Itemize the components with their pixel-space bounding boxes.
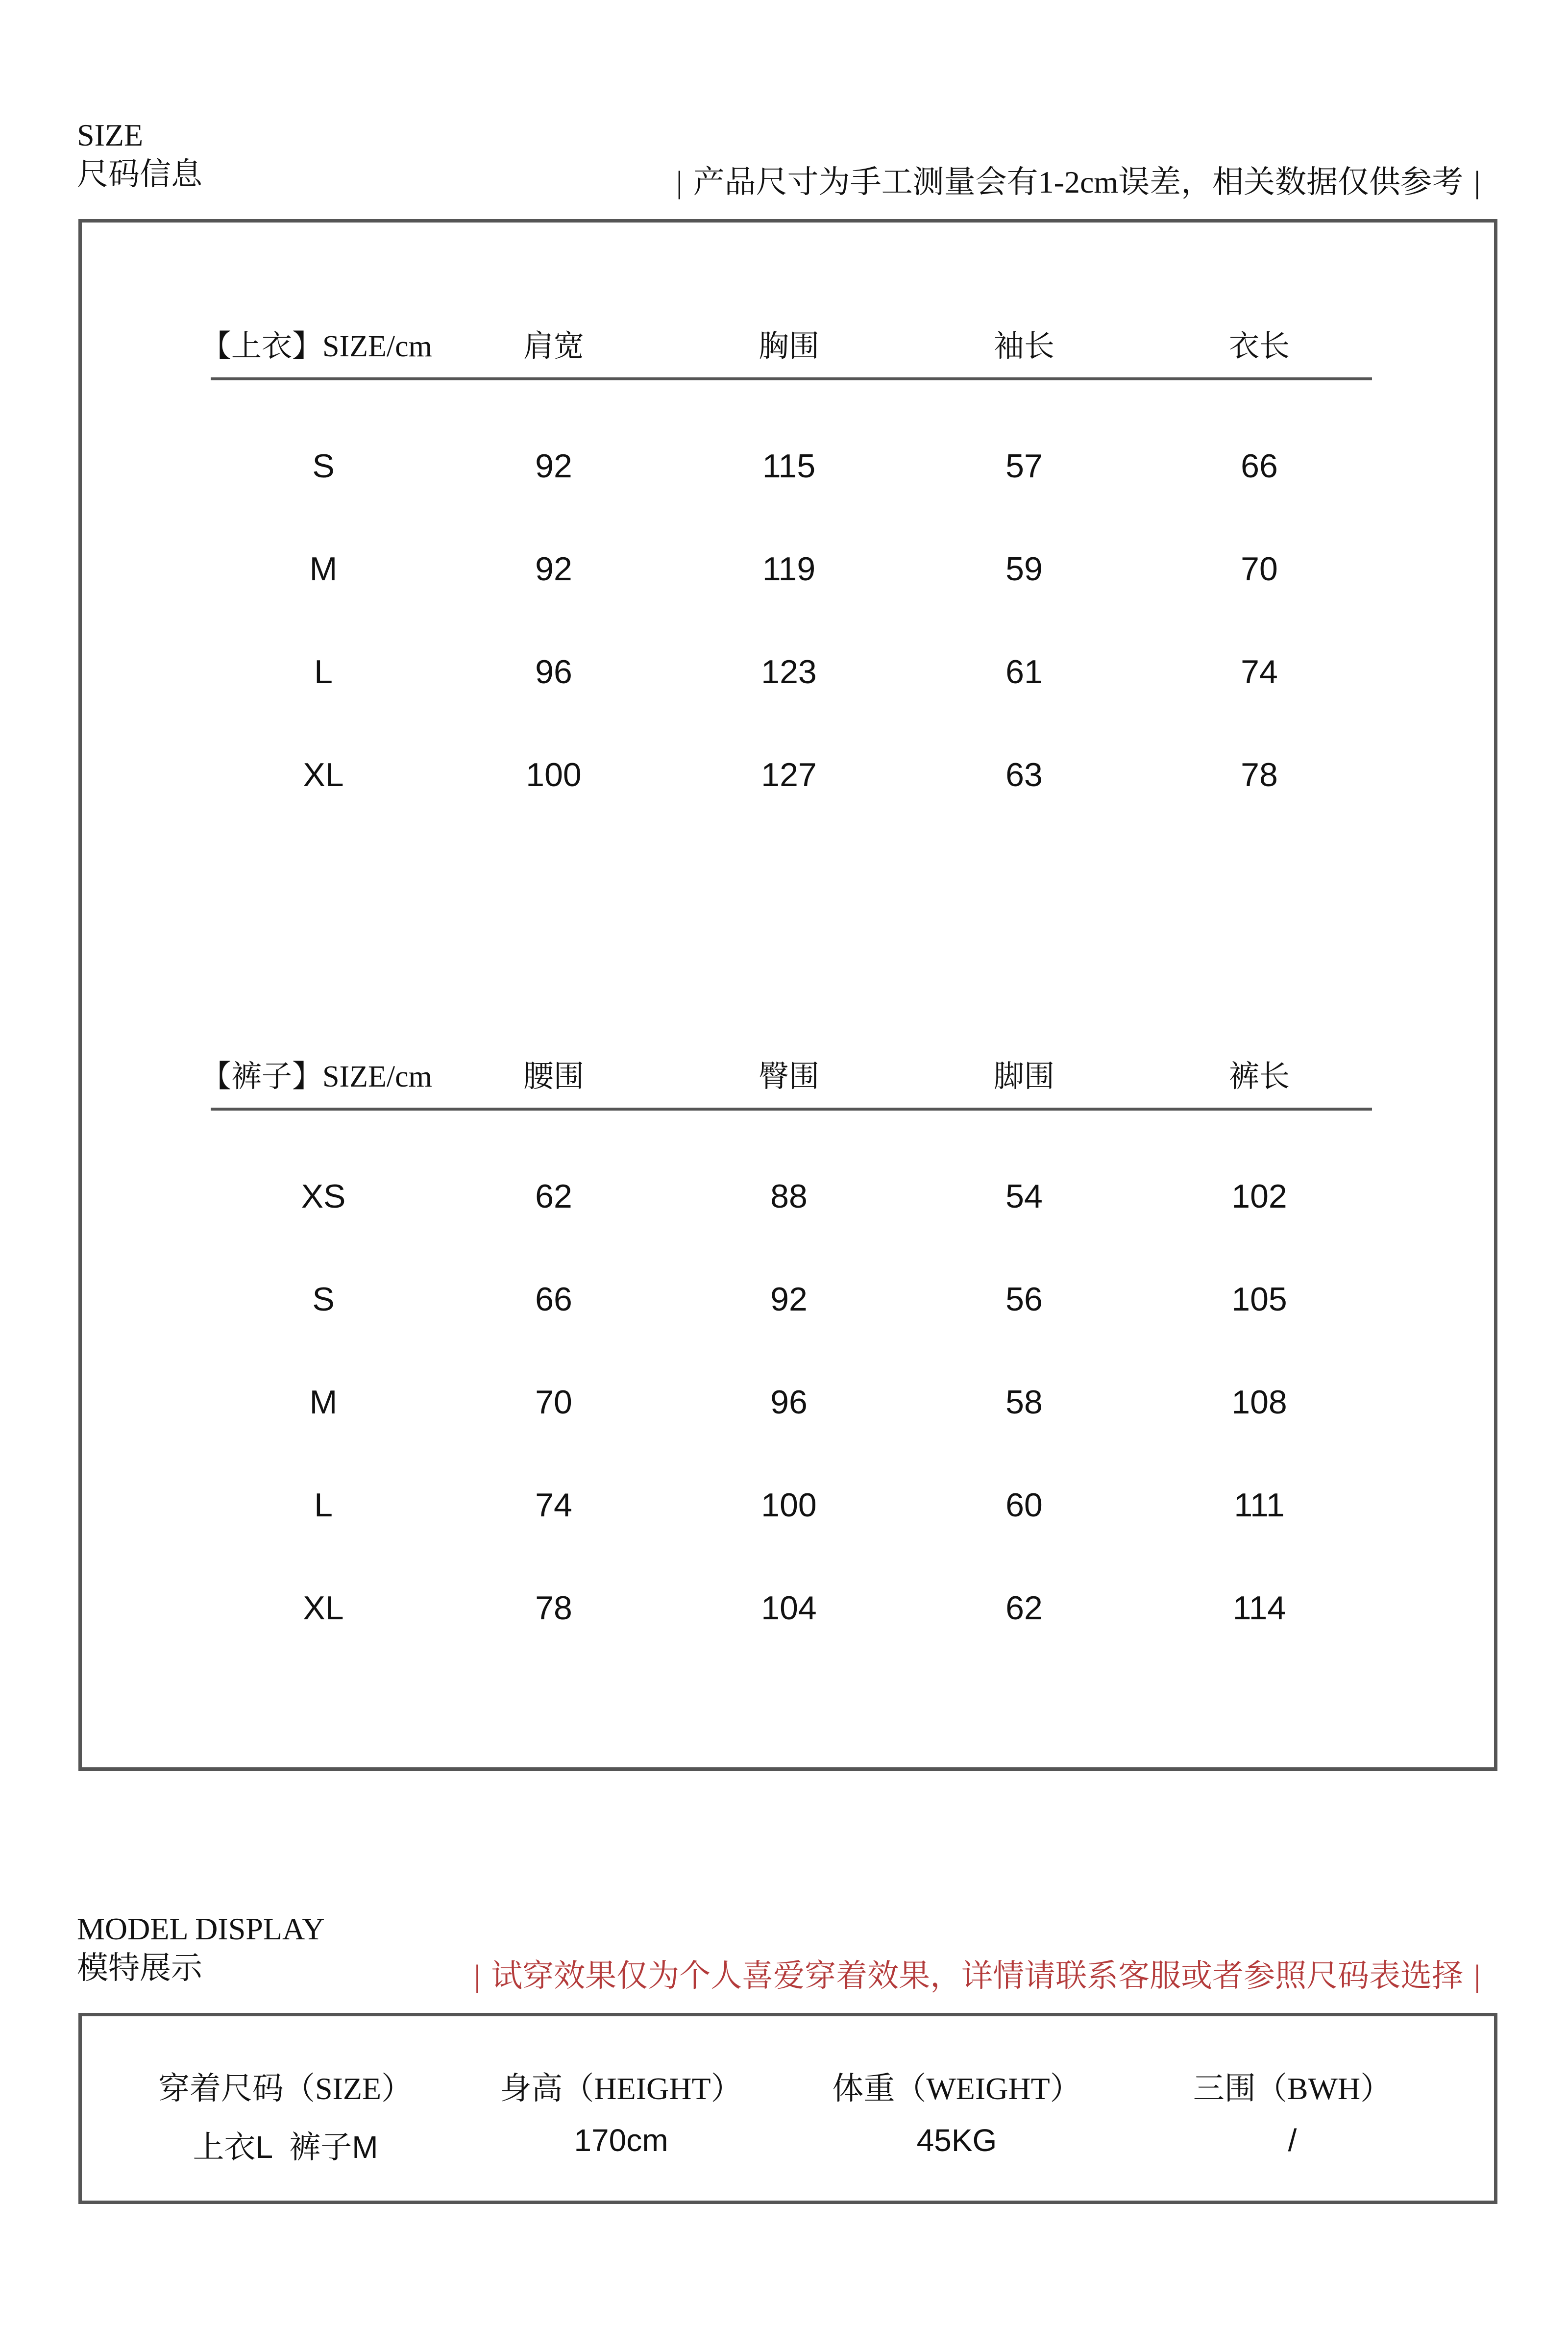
model-info-frame	[78, 2013, 1497, 2204]
model-title-en: MODEL DISPLAY	[77, 1911, 325, 1946]
size-cell: S	[312, 447, 335, 485]
column-header: 衣长	[1228, 329, 1290, 363]
value-cell: 63	[1005, 756, 1043, 793]
value-cell: 56	[1005, 1281, 1043, 1318]
value-cell: 111	[1234, 1486, 1285, 1524]
size-cell: XL	[303, 1589, 344, 1627]
value-cell: 102	[1231, 1178, 1287, 1215]
value-cell: 57	[1005, 447, 1043, 485]
model-label-bwh: 三围（BWH）	[1193, 2071, 1392, 2106]
note-bar-left: |	[474, 1958, 481, 1993]
column-header: 肩宽	[523, 329, 584, 363]
table-row	[132, 1557, 1377, 1659]
value-cell: 96	[770, 1384, 808, 1421]
value-cell: 92	[770, 1281, 808, 1318]
size-note-text: 产品尺寸为手工测量会有1-2cm误差，相关数据仅供参考	[693, 165, 1464, 199]
value-cell: 78	[535, 1589, 572, 1627]
table-row	[132, 1248, 1377, 1351]
table-label: 【裤子】SIZE/cm	[201, 1060, 432, 1093]
table-label: 【上衣】SIZE/cm	[201, 329, 432, 363]
value-cell: 96	[535, 653, 572, 691]
value-cell: 58	[1005, 1384, 1043, 1421]
column-header: 袖长	[993, 329, 1054, 363]
model-label-size: 穿着尺码（SIZE）	[158, 2071, 413, 2106]
value-cell: 108	[1231, 1384, 1287, 1421]
value-cell: 100	[761, 1486, 817, 1524]
value-cell: 70	[1241, 550, 1278, 588]
model-label-height: 身高（HEIGHT）	[500, 2071, 742, 2106]
model-value-bwh: /	[1288, 2123, 1297, 2158]
value-cell: 127	[761, 756, 817, 793]
column-header: 胸围	[758, 329, 819, 363]
value-cell: 59	[1005, 550, 1043, 588]
size-cell: L	[314, 653, 333, 691]
top-size-table	[132, 309, 1377, 826]
table-row	[132, 1454, 1377, 1557]
table-row	[132, 415, 1377, 518]
model-value-weight: 45KG	[916, 2123, 997, 2158]
size-note	[665, 157, 1491, 202]
value-cell: 78	[1241, 756, 1278, 793]
pants-size-table	[132, 1039, 1377, 1659]
table-row	[132, 1351, 1377, 1454]
table-header-row	[132, 1039, 1377, 1108]
value-cell: 92	[535, 550, 572, 588]
value-cell: 74	[535, 1486, 572, 1524]
table-header-row	[132, 309, 1377, 377]
table-row	[132, 620, 1377, 723]
value-cell: 66	[1241, 447, 1278, 485]
size-cell: S	[312, 1281, 335, 1318]
value-cell: 62	[535, 1178, 572, 1215]
table-body	[132, 1111, 1377, 1659]
model-title-cn: 模特展示	[77, 1951, 202, 1985]
value-cell: 60	[1005, 1486, 1043, 1524]
size-cell: M	[309, 550, 338, 588]
value-cell: 92	[535, 447, 572, 485]
note-bar-right: |	[1474, 1958, 1480, 1993]
column-header: 裤长	[1228, 1060, 1290, 1093]
value-cell: 70	[535, 1384, 572, 1421]
note-bar-right: |	[1474, 165, 1480, 199]
table-row	[132, 1145, 1377, 1248]
value-cell: 74	[1241, 653, 1278, 691]
value-cell: 114	[1232, 1589, 1286, 1627]
model-note-text: 试穿效果仅为个人喜爱穿着效果，详情请联系客服或者参照尺码表选择	[491, 1958, 1464, 1993]
value-cell: 119	[762, 550, 816, 588]
value-cell: 61	[1005, 653, 1043, 691]
value-cell: 62	[1005, 1589, 1043, 1627]
column-header: 腰围	[523, 1060, 584, 1093]
model-values-row	[118, 2122, 1460, 2167]
value-cell: 88	[770, 1178, 808, 1215]
value-cell: 100	[526, 756, 582, 793]
table-row	[132, 518, 1377, 620]
size-cell: M	[309, 1384, 338, 1421]
value-cell: 54	[1005, 1178, 1043, 1215]
value-cell: 115	[762, 447, 816, 485]
size-cell: XS	[301, 1178, 346, 1215]
note-bar-left: |	[676, 165, 683, 199]
model-value-height: 170cm	[574, 2123, 668, 2158]
model-value-size: 上衣L 裤子M	[193, 2130, 378, 2165]
model-label-weight: 体重（WEIGHT）	[832, 2071, 1081, 2106]
model-labels-row	[118, 2063, 1460, 2108]
size-title-en: SIZE	[77, 118, 144, 152]
value-cell: 123	[761, 653, 817, 691]
size-title-cn: 尺码信息	[77, 157, 202, 192]
column-header: 脚围	[993, 1060, 1054, 1093]
model-note	[463, 1951, 1491, 1996]
table-body	[132, 380, 1377, 826]
value-cell: 104	[761, 1589, 817, 1627]
value-cell: 66	[535, 1281, 572, 1318]
column-header: 臀围	[758, 1060, 819, 1093]
size-cell: L	[314, 1486, 333, 1524]
value-cell: 105	[1231, 1281, 1287, 1318]
table-row	[132, 723, 1377, 826]
size-cell: XL	[303, 756, 344, 793]
